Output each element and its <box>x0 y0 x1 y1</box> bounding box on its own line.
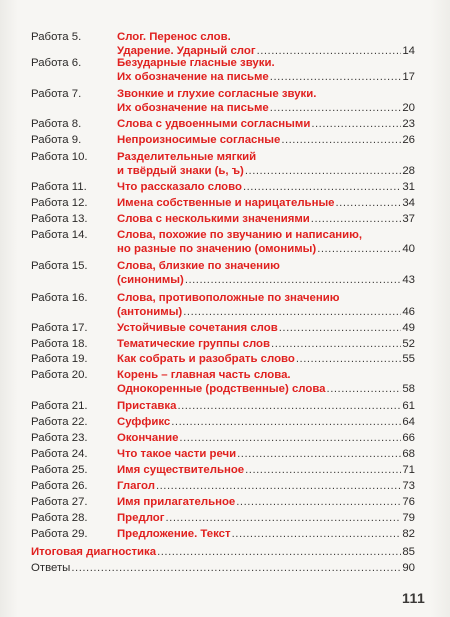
toc-title-line <box>117 527 415 541</box>
dot-leader <box>311 117 401 131</box>
toc-entry-title <box>117 511 415 525</box>
toc-entry-title <box>117 527 415 541</box>
toc-entry-title <box>117 495 415 509</box>
toc-page-number: 31 <box>402 181 415 193</box>
toc-page-number: 55 <box>402 353 415 365</box>
dot-leader <box>245 463 401 477</box>
toc-title-line <box>117 259 415 273</box>
toc-page-number: 43 <box>402 274 415 287</box>
toc-entry-label: Работа 12. <box>31 197 88 209</box>
toc-title-line <box>117 368 415 382</box>
toc-title-line <box>117 382 415 396</box>
toc-title-text: Тематические группы слов <box>117 338 271 350</box>
toc-title-line <box>31 545 415 559</box>
toc-entry-title <box>117 56 415 84</box>
toc-title-text: Имена собственные и нарицательные <box>117 197 335 209</box>
toc-entry-label: Работа 13. <box>31 213 88 225</box>
toc-title-text: Слова с несколькими значениями <box>117 213 310 225</box>
toc-title-line <box>117 431 415 445</box>
toc-title-line <box>117 164 415 178</box>
toc-title-line <box>117 228 415 242</box>
toc-title-line <box>117 101 415 115</box>
toc-page-number: 71 <box>402 464 415 476</box>
toc-entry-title <box>117 133 415 147</box>
toc-entry-title <box>117 117 415 131</box>
dot-leader <box>156 479 401 493</box>
toc-entry-title <box>117 415 415 429</box>
toc-entry-title <box>117 212 415 226</box>
toc-page-number: 85 <box>402 546 415 558</box>
toc-title-line <box>117 212 415 226</box>
toc-entry-label: Работа 27. <box>31 496 88 508</box>
toc-title-text: Глагол <box>117 480 155 492</box>
dot-leader <box>179 431 401 445</box>
toc-entry-title <box>117 352 415 366</box>
toc-title-line <box>117 87 415 101</box>
toc-title-text: Слова с удвоенными согласными <box>117 118 311 130</box>
toc-title-text: Их обозначение на письме <box>117 71 269 84</box>
toc-title-text: (синонимы) <box>117 274 184 287</box>
toc-page-number: 20 <box>402 102 415 115</box>
dot-leader <box>270 101 402 115</box>
toc-entry-label: Работа 28. <box>31 512 88 524</box>
toc-page-number: 79 <box>402 512 415 524</box>
toc-page-number: 34 <box>402 197 415 209</box>
toc-page-number: 40 <box>402 243 415 256</box>
toc-page-number: 73 <box>402 480 415 492</box>
toc-title-text: (антонимы) <box>117 306 183 319</box>
toc-title-text: но разные по значению (омонимы) <box>117 243 317 256</box>
toc-title-line <box>117 56 415 70</box>
toc-title-line <box>117 242 415 256</box>
toc-entry-title <box>117 321 415 335</box>
dot-leader <box>296 352 401 366</box>
toc-entry-label: Работа 14. <box>31 229 88 241</box>
dot-leader <box>327 382 402 396</box>
dot-leader <box>232 527 402 541</box>
dot-leader <box>166 511 402 525</box>
toc-title-text: Приставка <box>117 400 177 412</box>
toc-title-text: Безударные гласные звуки. <box>117 57 275 69</box>
toc-entry-title <box>117 196 415 210</box>
toc-title-line <box>117 479 415 493</box>
toc-page-number: 23 <box>402 118 415 130</box>
toc-title-text: Ударение. Ударный слог <box>117 45 256 58</box>
dot-leader <box>157 545 401 559</box>
dot-leader <box>245 164 401 178</box>
dot-leader <box>185 273 402 287</box>
toc-entry-label: Работа 17. <box>31 322 88 334</box>
toc-entry-label: Работа 10. <box>31 151 88 163</box>
dot-leader <box>311 212 402 226</box>
toc-title-line <box>117 196 415 210</box>
toc-title-text: и твёрдый знаки (ь, ъ) <box>117 165 244 178</box>
toc-entry-label: Работа 25. <box>31 464 88 476</box>
dot-leader <box>317 242 401 256</box>
toc-title-line <box>117 30 415 44</box>
toc-title-text: Устойчивые сочетания слов <box>117 322 278 334</box>
toc-entry-title <box>117 150 415 178</box>
toc-page-number: 82 <box>402 528 415 540</box>
toc-title-line <box>117 133 415 147</box>
toc-page-number: 52 <box>402 338 415 350</box>
toc-title-text: Итоговая диагностика <box>31 546 157 558</box>
toc-title-line <box>117 70 415 84</box>
toc-page-number: 61 <box>402 400 415 412</box>
toc-title-text: Что такое части речи <box>117 448 237 460</box>
toc-entry-title <box>117 337 415 351</box>
toc-title-text: Однокоренные (родственные) слова <box>117 383 326 396</box>
toc-title-text: Корень – главная часть слова. <box>117 369 291 381</box>
dot-leader <box>243 180 401 194</box>
toc-title-text: Их обозначение на письме <box>117 102 269 115</box>
toc-entry-label: Работа 24. <box>31 448 88 460</box>
toc-title-text: Слова, близкие по значению <box>117 260 280 272</box>
toc-title-text: Суффикс <box>117 416 171 428</box>
toc-page-number: 76 <box>402 496 415 508</box>
toc-title-text: Имя существительное <box>117 464 245 476</box>
toc-title-line <box>117 337 415 351</box>
toc-title-line <box>117 150 415 164</box>
toc-page-number: 58 <box>402 383 415 396</box>
dot-leader <box>71 561 401 575</box>
toc-title-line <box>117 352 415 366</box>
toc-entry-label: Работа 21. <box>31 400 88 412</box>
toc-entry-title <box>117 463 415 477</box>
toc-entry-label: Работа 19. <box>31 353 88 365</box>
toc-entry-label: Работа 22. <box>31 416 88 428</box>
toc-title-line <box>117 463 415 477</box>
toc-title-line <box>117 447 415 461</box>
toc-title-text: Слова, противоположные по значению <box>117 292 340 304</box>
toc-entry-title <box>117 399 415 413</box>
dot-leader <box>270 70 402 84</box>
toc-title-text: Как собрать и разобрать слово <box>117 353 295 365</box>
toc-page-number: 26 <box>402 134 415 146</box>
toc-title-line <box>117 321 415 335</box>
toc-entry-title <box>31 561 415 575</box>
toc-entry-title <box>117 30 415 58</box>
dot-leader <box>281 133 401 147</box>
toc-title-text: Что рассказало слово <box>117 181 242 193</box>
toc-title-text: Окончание <box>117 432 179 444</box>
dot-leader <box>236 495 401 509</box>
toc-entry-label: Работа 6. <box>31 57 82 69</box>
toc-title-line <box>117 399 415 413</box>
toc-page-number: 64 <box>402 416 415 428</box>
toc-page-number: 14 <box>402 45 415 58</box>
toc-entry-title <box>117 479 415 493</box>
toc-entry-title <box>117 431 415 445</box>
toc-title-line <box>117 273 415 287</box>
toc-title-text: Предлог <box>117 512 165 524</box>
toc-entry-title <box>117 368 415 396</box>
toc-title-text: Непроизносимые согласные <box>117 134 281 146</box>
toc-page-number: 17 <box>402 71 415 84</box>
toc-entry-label: Работа 29. <box>31 528 88 540</box>
toc-title-text: Предложение. Текст <box>117 528 231 540</box>
toc-title-line <box>117 305 415 319</box>
toc-entry-label: Работа 16. <box>31 292 88 304</box>
toc-entry-label: Работа 7. <box>31 88 82 100</box>
toc-page-number: 28 <box>402 165 415 178</box>
toc-title-line <box>117 117 415 131</box>
toc-title-text: Разделительные мягкий <box>117 151 257 163</box>
toc-entry-label: Работа 11. <box>31 181 87 193</box>
toc-title-text: Ответы <box>31 562 71 574</box>
toc-page-number: 68 <box>402 448 415 460</box>
dot-leader <box>336 196 402 210</box>
dot-leader <box>177 399 401 413</box>
toc-entry-label: Работа 18. <box>31 338 88 350</box>
dot-leader <box>237 447 401 461</box>
toc-page-number: 37 <box>402 213 415 225</box>
toc-entry-title <box>117 447 415 461</box>
dot-leader <box>171 415 401 429</box>
page-number: 111 <box>402 590 426 606</box>
toc-page-number: 49 <box>402 322 415 334</box>
toc-title-line <box>117 180 415 194</box>
toc-page-number: 46 <box>402 306 415 319</box>
toc-entry-label: Работа 20. <box>31 369 88 381</box>
toc-entry-label: Работа 5. <box>31 31 82 43</box>
toc-title-line <box>117 415 415 429</box>
toc-page-number: 90 <box>402 562 415 574</box>
toc-entry-title <box>117 87 415 115</box>
toc-entry-label: Работа 8. <box>31 118 82 130</box>
toc-entry-title <box>117 259 415 287</box>
toc-title-text: Звонкие и глухие согласные звуки. <box>117 88 317 100</box>
toc-page-number: 66 <box>402 432 415 444</box>
toc-title-line <box>31 561 415 575</box>
toc-title-line <box>117 291 415 305</box>
toc-entry-label: Работа 26. <box>31 480 88 492</box>
toc-entry-label: Работа 15. <box>31 260 88 272</box>
toc-entry-title <box>31 545 415 559</box>
toc-entry-title <box>117 180 415 194</box>
toc-title-text: Слог. Перенос слов. <box>117 31 231 43</box>
dot-leader <box>271 337 401 351</box>
toc-entry-label: Работа 23. <box>31 432 88 444</box>
toc-entry-title <box>117 291 415 319</box>
toc-title-text: Слова, похожие по звучанию и написанию, <box>117 229 363 241</box>
toc-entry-title <box>117 228 415 256</box>
dot-leader <box>279 321 402 335</box>
toc-title-text: Имя прилагательное <box>117 496 236 508</box>
toc-title-line <box>117 495 415 509</box>
toc-entry-label: Работа 9. <box>31 134 82 146</box>
dot-leader <box>183 305 401 319</box>
toc-title-line <box>117 511 415 525</box>
